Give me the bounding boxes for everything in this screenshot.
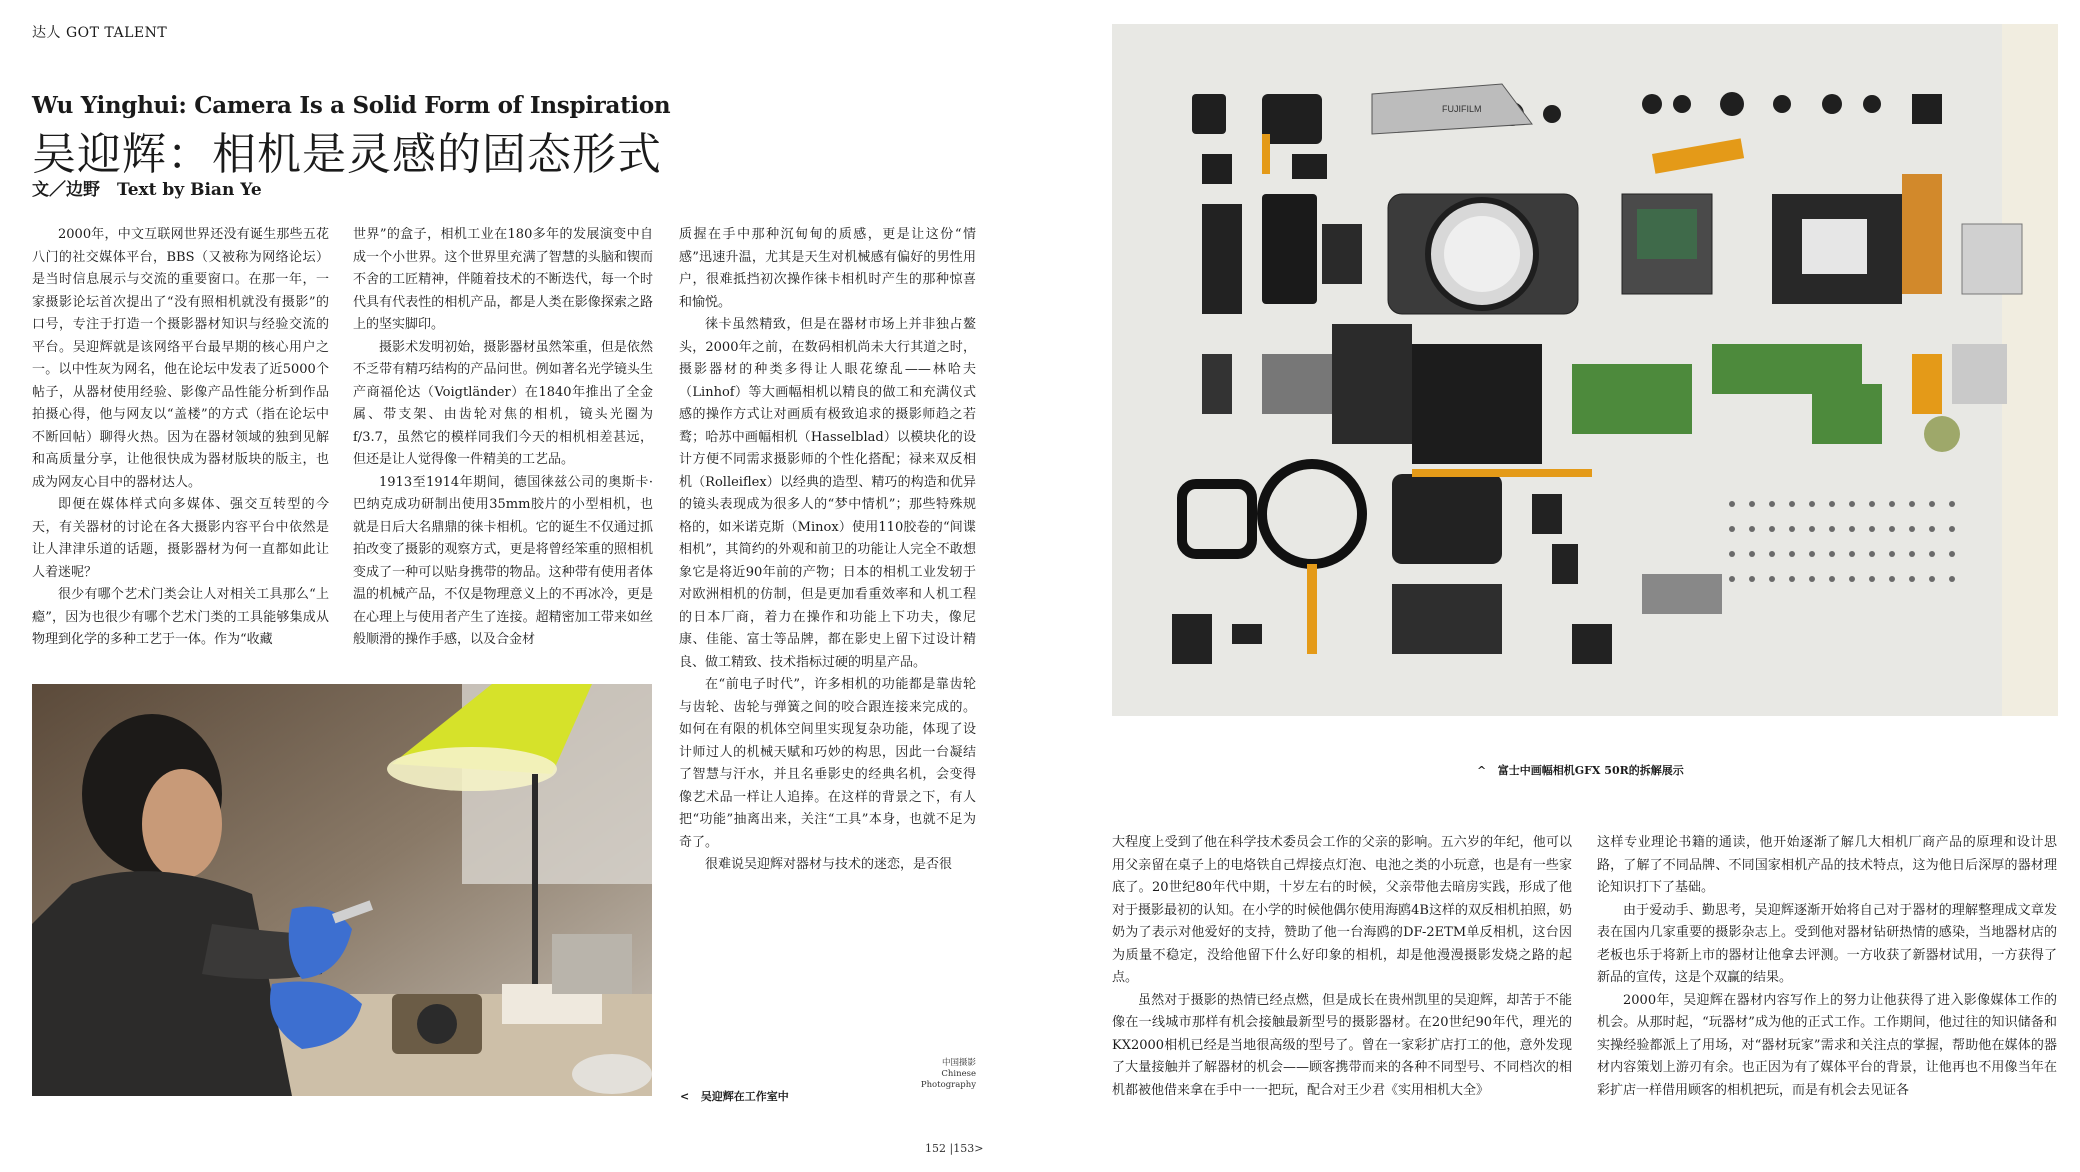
folio-line: Photography: [920, 1080, 976, 1090]
folio-line: 中国摄影: [941, 1058, 976, 1068]
paragraph: 世界”的盒子，相机工业在180多年的发展演变中自成一个小世界。这个世界里充满了智慧的头脑和锲而不舍的工匠精神，伴随着技术的不断迭代，每一个时代具有代表性的相机产品，都是人类在影像探索之路上的坚实脚印。: [353, 227, 653, 332]
paragraph: 2000年，吴迎辉在器材内容写作上的努力让他获得了进入影像媒体工作的机会。从那时起，“玩器材”成为他的正式工作。工作期间，他过往的知识储备和实操经验都派上了用场，对“器材玩家”需求和关注点的掌握，帮助他在媒体的器材内容策划上游刃有余。也正因为有了媒体平台的背景，让他再也不用像当年在彩扩店一样借用顾客的相机把玩，而是有机会去见证各: [1597, 992, 2057, 1098]
caption-workshop: [680, 1088, 789, 1104]
teardown-photo: [1112, 24, 2058, 716]
text-column-1: [32, 224, 329, 652]
paragraph: 1913至1914年期间，德国徕兹公司的奥斯卡·巴纳克成功研制出使用35mm胶片的小型相机，也就是日后大名鼎鼎的徕卡相机。它的诞生不仅通过抓拍改变了摄影的观察方式，更是将曾经笨重的照相机变成了一种可以贴身携带的物品。这种带有使用者体温的机械产品，不仅是物理意义上的不再冰冷，更是在心理上与使用者产生了连接。超精密加工带来如丝般顺滑的操作手感，以及合金材: [353, 474, 653, 647]
magazine-folio: [900, 1058, 976, 1091]
caption-up-arrow: ^: [1477, 764, 1487, 777]
paragraph: 在“前电子时代”，许多相机的功能都是靠齿轮与齿轮、齿轮与弹簧之间的咬合跟连接来完成的。如何在有限的机体空间里实现复杂功能，体现了设计师过人的机械天赋和巧妙的构思，因此一台凝结了智慧与汗水，并且名垂影史的经典名机，会变得像艺术品一样让人追捧。在这样的背景之下，有人把“功能”抽离出来，关注“工具”本身，也就不足为奇了。: [679, 677, 976, 850]
caption-text: 富士中画幅相机GFX 50R的拆解展示: [1497, 764, 1684, 777]
paragraph: 虽然对于摄影的热情已经点燃，但是成长在贵州凯里的吴迎辉，却苦于不能像在一线城市那样有机会接触最新型号的摄影器材。在20世纪90年代，理光的KX2000相机已经是当地很高级的型号了。曾在一家彩扩店打工的他，意外发现了大量接触并了解器材的机会——顾客携带而来的各种不同型号、不同档次的相机都被他借来拿在手中一一把玩，配合对王少君《实用相机大全》: [1112, 992, 1572, 1098]
text-column-2: [353, 224, 653, 652]
caption-text: 吴迎辉在工作室中: [700, 1090, 789, 1103]
caption-teardown: [1477, 762, 1684, 778]
paragraph: 很少有哪个艺术门类会让人对相关工具那么“上瘾”，因为也很少有哪个艺术门类的工具能够集成从物理到化学的多种工艺于一体。作为“收藏: [32, 587, 329, 647]
byline: 文／边野 Text by Bian Ye: [32, 180, 262, 200]
article-title-en: Wu Yinghui: Camera Is a Solid Form of Inspiration: [32, 92, 671, 119]
top-cover-brand: FUJIFILM: [1442, 104, 1482, 114]
paragraph: 这样专业理论书籍的通读，他开始逐渐了解几大相机厂商产品的原理和设计思路，了解了不同品牌、不同国家相机产品的技术特点，这为他日后深厚的器材理论知识打下了基础。: [1597, 835, 2057, 895]
page-numbers: 152 |153>: [925, 1142, 984, 1155]
paragraph: 大程度上受到了他在科学技术委员会工作的父亲的影响。五六岁的年纪，他可以用父亲留在桌子上的电烙铁自己焊接点灯泡、电池之类的小玩意，也是有一些家底了。20世纪80年代中期，十岁左右的时候，父亲带他去暗房实践，形成了他对于摄影最初的认知。在小学的时候他偶尔使用海鸥4B这样的双反相机拍照，奶奶为了表示对他爱好的支持，赞助了他一台海鸥的DF-2ETM单反相机，这台因为质量不稳定，没给他留下什么好印象的相机，却是他漫漫摄影发烧之路的起点。: [1112, 835, 1572, 985]
paragraph: 质握在手中那种沉甸甸的质感，更是让这份“情感”迅速升温，尤其是天生对机械感有偏好的男性用户，很难抵挡初次操作徕卡相机时产生的那种惊喜和愉悦。: [679, 227, 976, 310]
section-label: 达人 GOT TALENT: [32, 25, 168, 41]
workshop-photo: [32, 684, 652, 1096]
text-column-5: [1597, 832, 2057, 1102]
paragraph: 2000年，中文互联网世界还没有诞生那些五花八门的社交媒体平台，BBS（又被称为网络论坛）是当时信息展示与交流的重要窗口。在那一年，一家摄影论坛首次提出了“没有照相机就没有摄影”的口号，专注于打造一个摄影器材知识与经验交流的平台。吴迎辉就是该网络平台最早期的核心用户之一。以中性灰为网名，他在论坛中发表了近5000个帖子，从器材使用经验、影像产品性能分析到作品拍摄心得，他与网友以“盖楼”的方式（指在论坛中不断回帖）聊得火热。因为在器材领域的独到见解和高质量分享，让他很快成为器材版块的版主，也成为网友心目中的器材达人。: [32, 227, 329, 490]
article-title-cn: 吴迎辉：相机是灵感的固态形式: [32, 129, 662, 180]
text-column-3: [679, 224, 976, 877]
paragraph: 由于爱动手、勤思考，吴迎辉逐渐开始将自己对于器材的理解整理成文章发表在国内几家重要的摄影杂志上。受到他对器材钻研热情的感染，当地器材店的老板也乐于将新上市的器材让他拿去评测。一方收获了新器材试用，一方获得了新品的宣传，这是个双赢的结果。: [1597, 902, 2057, 985]
folio-line: Chinese: [941, 1069, 976, 1079]
main-pcb: [1572, 364, 1692, 434]
caption-left-arrow: <: [680, 1090, 690, 1103]
paragraph: 徕卡虽然精致，但是在器材市场上并非独占鳌头，2000年之前，在数码相机尚未大行其道之时，摄影器材的种类多得让人眼花缭乱——林哈夫（Linhof）等大画幅相机以精良的做工和充满仪式感的操作方式让对画质有极致追求的摄影师趋之若鹜；哈苏中画幅相机（Hasselblad）以模块化的设计方便不同需求摄影师的个性化搭配；禄来双反相机（Rolleiflex）以经典的造型、精巧的构造和优异的镜头表现成为很多人的“梦中情机”；那些特殊规格的，如米诺克斯（Minox）使用110胶卷的“间谍相机”，其简约的外观和前卫的功能让人完全不敢想象它是将近90年前的产物；日本的相机工业发轫于对欧洲相机的仿制，但是更加看重效率和人机工程的日本厂商，着力在操作和功能上下功夫，像尼康、佳能、富士等品牌，都在影史上留下过设计精良、做工精致、技术指标过硬的明星产品。: [679, 317, 976, 670]
paragraph: 很难说吴迎辉对器材与技术的迷恋，是否很: [705, 857, 953, 872]
paragraph: 摄影术发明初始，摄影器材虽然笨重，但是依然不乏带有精巧结构的产品问世。例如著名光学镜头生产商福伦达（Voigtländer）在1840年推出了全金属、带支架、由齿轮对焦的相机，镜头光圈为f/3.7，虽然它的模样同我们今天的相机相差甚远，但还是让人觉得像一件精美的工艺品。: [353, 339, 653, 467]
text-column-4: [1112, 832, 1572, 1102]
paragraph: 即便在媒体样式向多媒体、强交互转型的今天，有关器材的讨论在各大摄影内容平台中依然是让人津津乐道的话题，摄影器材为何一直都如此让人着迷呢？: [32, 497, 329, 580]
